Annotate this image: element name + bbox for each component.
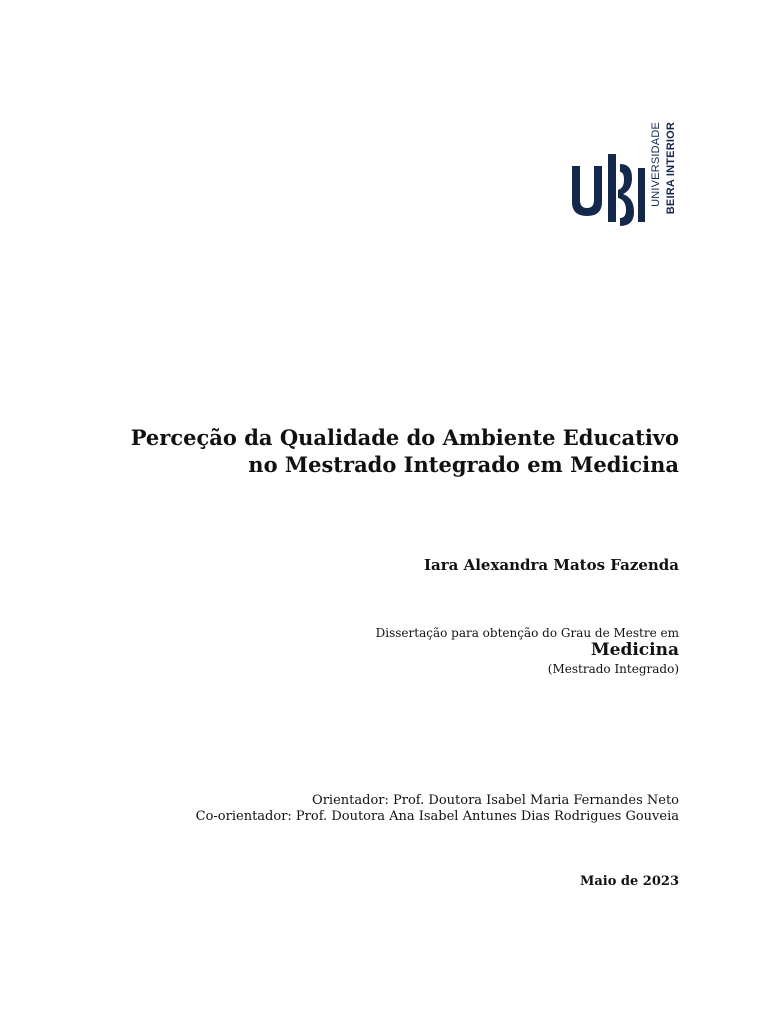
title-line-2: no Mestrado Integrado em Medicina — [248, 452, 679, 477]
degree-statement: Dissertação para obtenção do Grau de Mestre em — [375, 626, 679, 640]
degree-field: Medicina — [590, 640, 679, 660]
dissertation-title — [131, 424, 679, 478]
publication-date: Maio de 2023 — [579, 874, 679, 889]
ubi-logo-mark — [568, 118, 648, 228]
university-name-line1: UNIVERSIDADE — [650, 122, 662, 207]
author-name: Iara Alexandra Matos Fazenda — [423, 556, 679, 574]
coadvisor: Co-orientador: Prof. Doutora Ana Isabel Antunes Dias Rodrigues Gouveia — [195, 809, 679, 824]
title-line-1: Perceção da Qualidade do Ambiente Educativo — [130, 425, 679, 450]
logo-letter-b-bowl — [618, 164, 634, 226]
degree-note: (Mestrado Integrado) — [547, 662, 679, 676]
advisor: Orientador: Prof. Doutora Isabel Maria Fernandes Neto — [312, 793, 679, 808]
logo-letter-i — [638, 168, 645, 222]
logo-letter-u — [572, 166, 602, 216]
logo-letter-b-stem — [608, 154, 616, 222]
university-name — [648, 122, 688, 214]
university-name-line2: BEIRA INTERIOR — [665, 122, 677, 215]
